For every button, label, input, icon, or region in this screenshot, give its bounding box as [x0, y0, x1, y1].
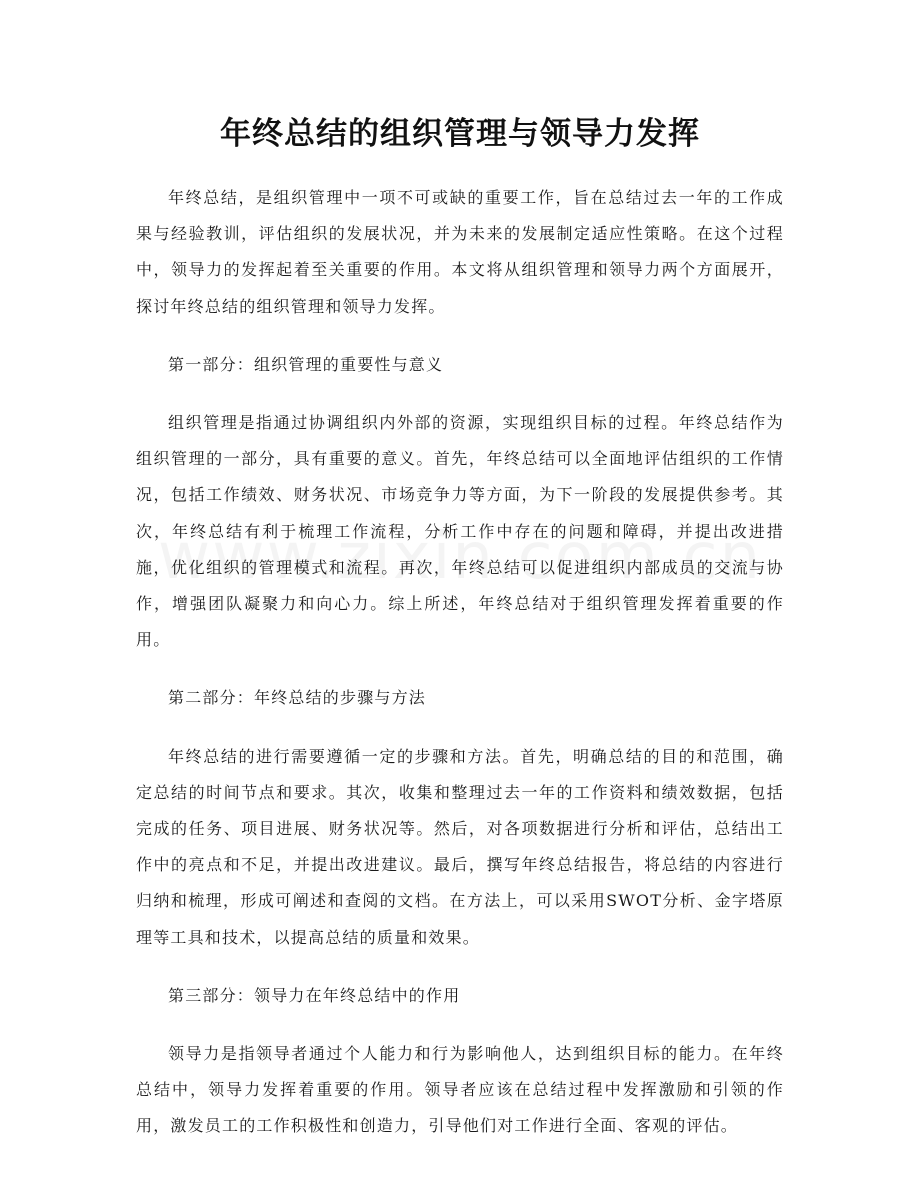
- document-title: 年终总结的组织管理与领导力发挥: [220, 116, 700, 152]
- section-1-paragraph: 组织管理是指通过协调组织内外部的资源，实现组织目标的过程。年终总结作为组织管理的一部分，具有重要的意义。首先，年终总结可以全面地评估组织的工作情况，包括工作绩效、财务状况、市场竞争力等方面，为下一阶段的发展提供参考。其次，年终总结有利于梳理工作流程，分析工作中存在的问题和障碍，并提出改进措施，优化组织的管理模式和流程。再次，年终总结可以促进组织内部成员的交流与协作，增强团队凝聚力和向心力。综上所述，年终总结对于组织管理发挥着重要的作用。: [136, 413, 784, 650]
- section-3-paragraph: 领导力是指领导者通过个人能力和行为影响他人，达到组织目标的能力。在年终总结中，领导力发挥着重要的作用。领导者应该在总结过程中发挥激励和引领的作用，激发员工的工作积极性和创造力，引导他们对工作进行全面、客观的评估。: [136, 1044, 784, 1136]
- section-heading-1: 第一部分：组织管理的重要性与意义: [168, 354, 444, 374]
- section-2-paragraph: 年终总结的进行需要遵循一定的步骤和方法。首先，明确总结的目的和范围，确定总结的时间节点和要求。其次，收集和整理过去一年的工作资料和绩效数据，包括完成的任务、项目进展、财务状况等。然后，对各项数据进行分析和评估，总结出工作中的亮点和不足，并提出改进建议。最后，撰写年终总结报告，将总结的内容进行归纳和梳理，形成可阐述和查阅的文档。在方法上，可以采用SWOT分析、金字塔原理等工具和技术，以提高总结的质量和效果。: [136, 746, 784, 947]
- intro-paragraph: 年终总结，是组织管理中一项不可或缺的重要工作，旨在总结过去一年的工作成果与经验教训，评估组织的发展状况，并为未来的发展制定适应性策略。在这个过程中，领导力的发挥起着至关重要的作用。本文将从组织管理和领导力两个方面展开，探讨年终总结的组织管理和领导力发挥。: [136, 188, 784, 316]
- document-body: [136, 180, 784, 1167]
- section-heading-2: 第二部分：年终总结的步骤与方法: [168, 688, 427, 708]
- section-heading-3: 第三部分：领导力在年终总结中的作用: [168, 985, 461, 1005]
